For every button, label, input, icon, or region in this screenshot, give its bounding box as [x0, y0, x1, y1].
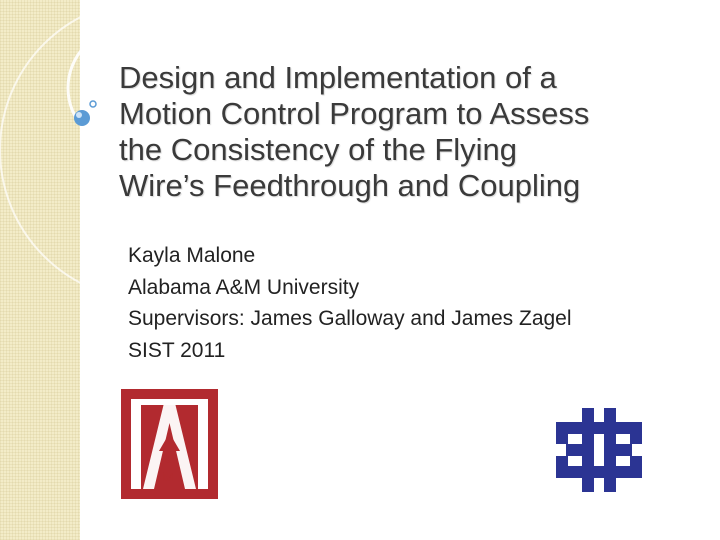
aamu-logo: [121, 389, 218, 499]
title-line: Design and Implementation of a: [119, 60, 557, 95]
slide-body: [128, 240, 572, 366]
aamu-monogram-icon: [121, 389, 218, 499]
bullet-orb-small-icon: [90, 101, 96, 107]
fermilab-logo: [556, 408, 642, 492]
svg-text:&: &: [164, 452, 175, 466]
svg-text:M: M: [162, 469, 177, 485]
slide-title: [119, 60, 689, 204]
supervisors: Supervisors: James Galloway and James Zagel: [128, 307, 572, 331]
title-line: the Consistency of the Flying: [119, 132, 518, 167]
bullet-orb-large-icon: [74, 110, 90, 126]
presenter-name: Kayla Malone: [128, 244, 256, 267]
institution: Alabama A&M University: [128, 275, 360, 299]
title-line: Motion Control Program to Assess: [119, 96, 590, 131]
program-year: SIST 2011: [128, 338, 226, 362]
title-line: Wire’s Feedthrough and Coupling: [119, 168, 581, 203]
